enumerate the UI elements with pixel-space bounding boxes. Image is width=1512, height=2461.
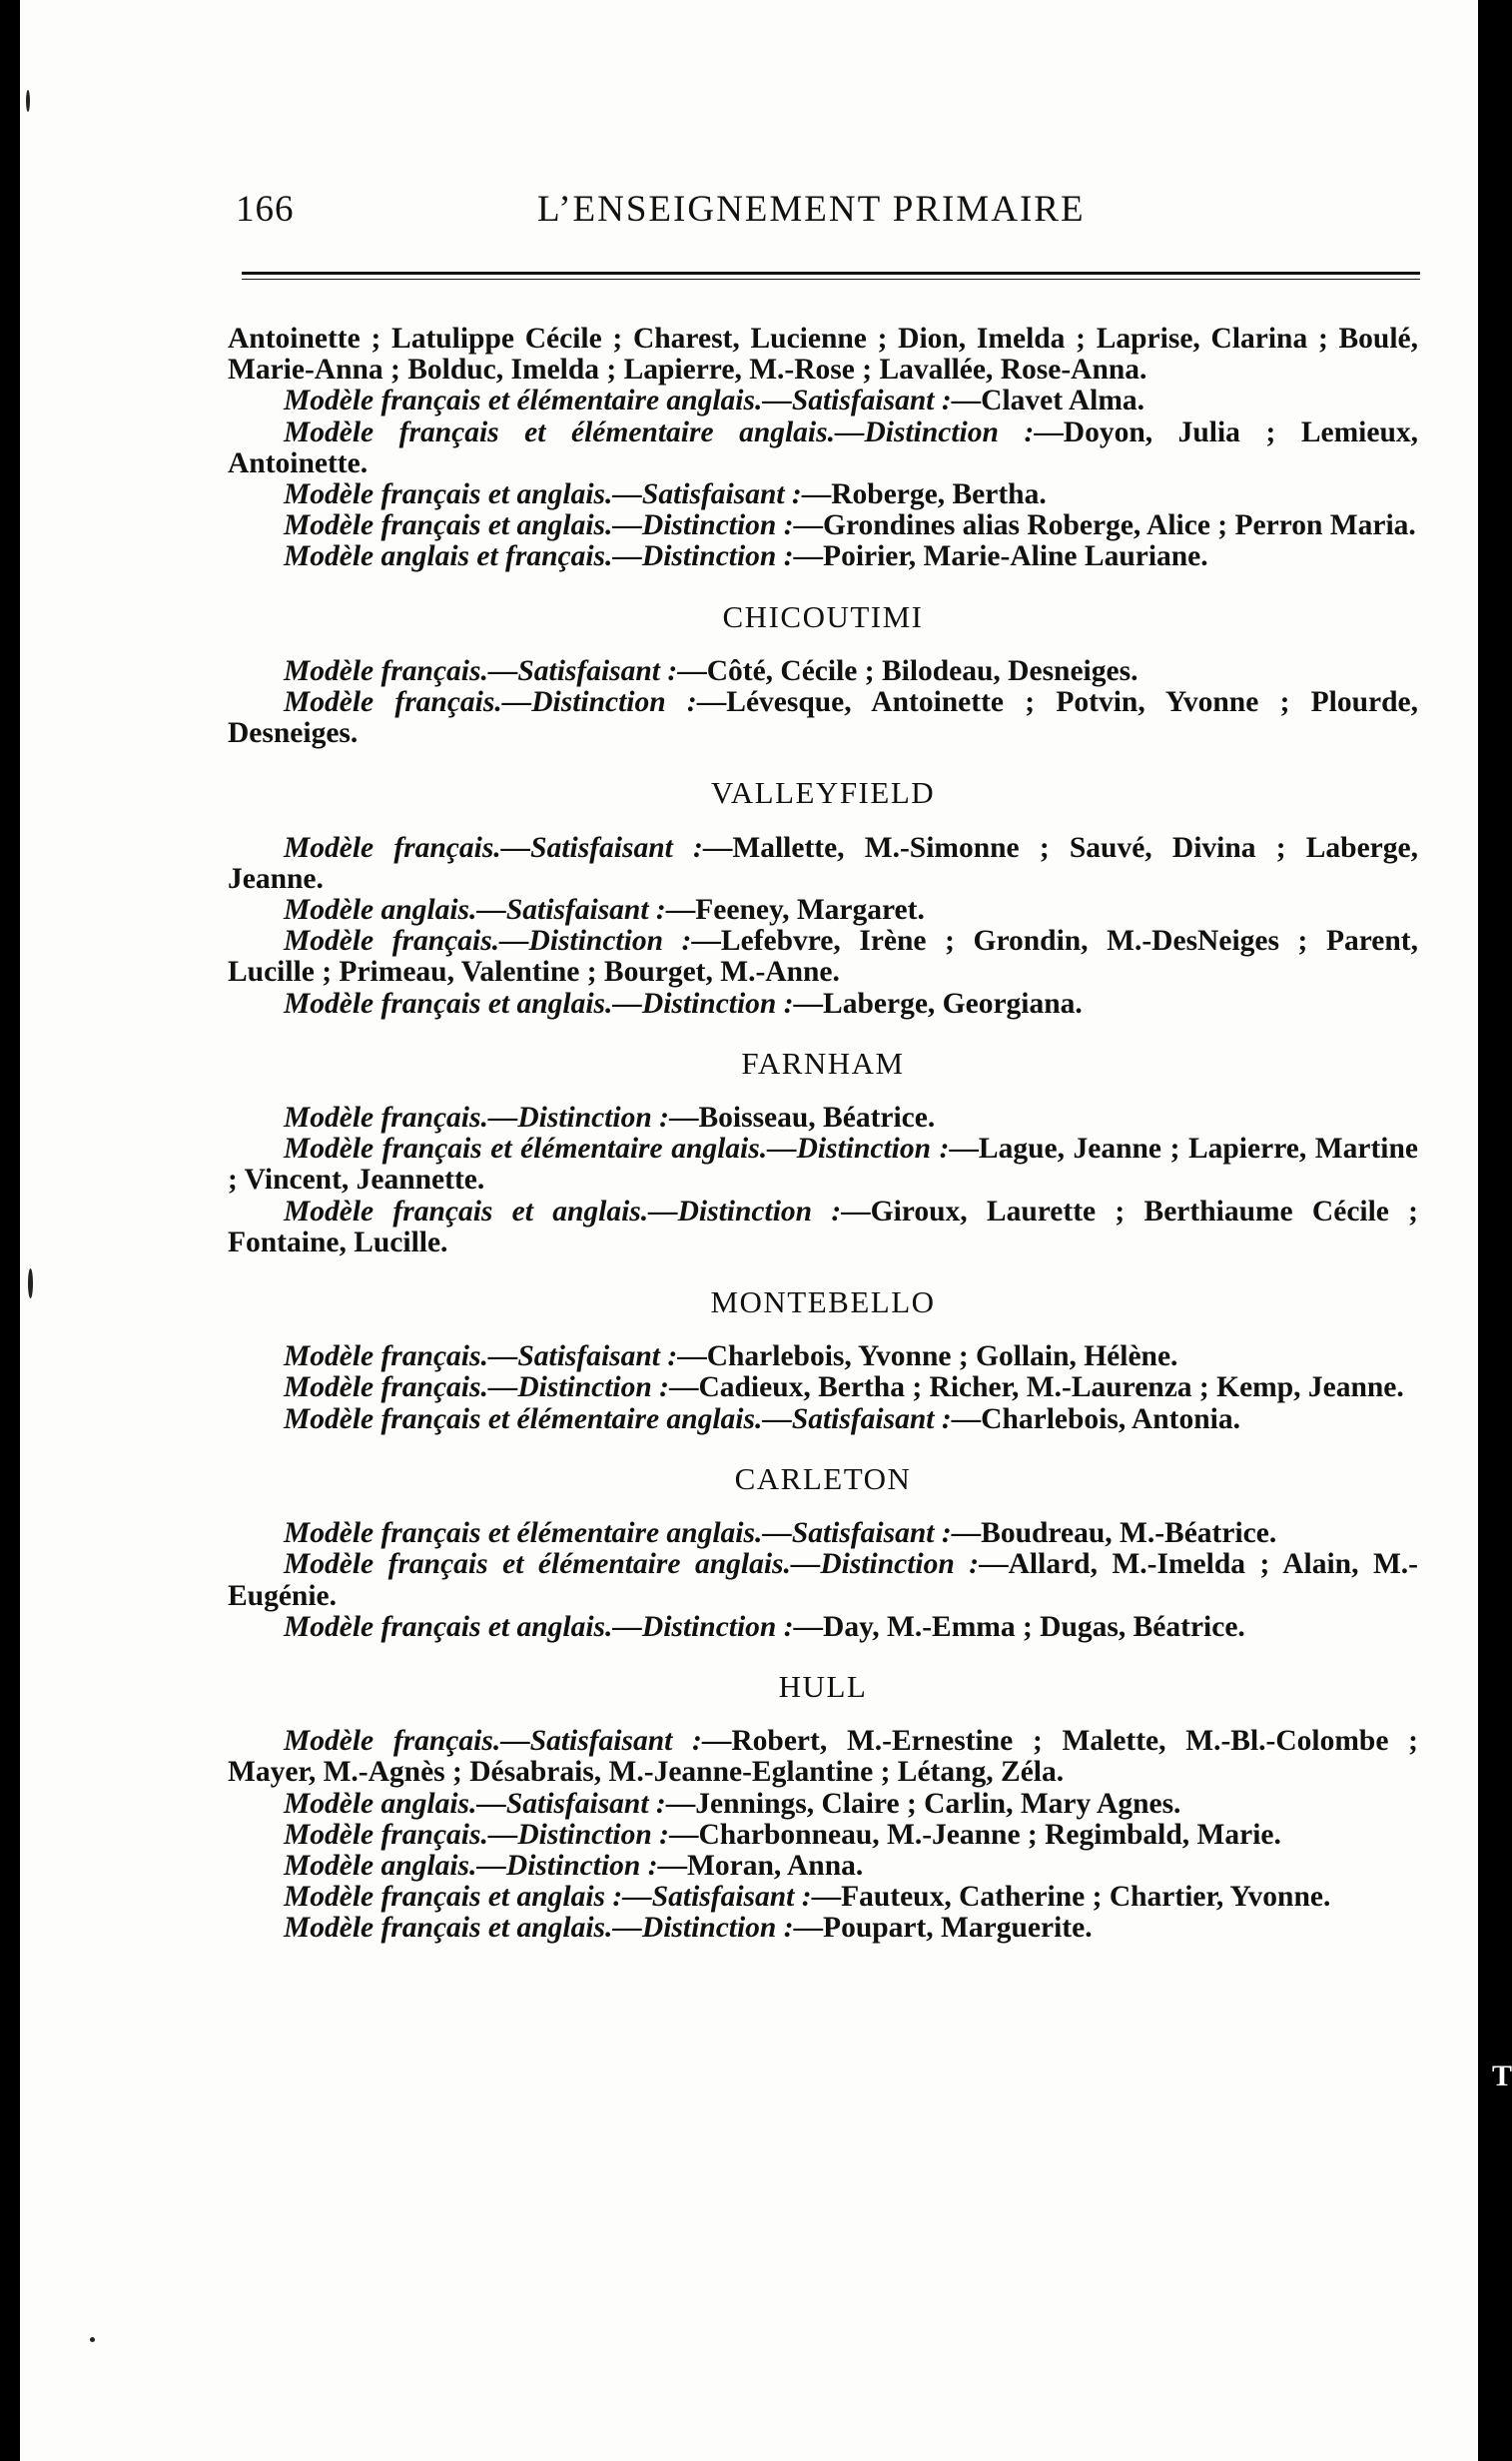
- paragraph: [228, 1134, 1418, 1196]
- entry-label: Modèle français et anglais :—Satisfaisant :: [284, 1881, 812, 1914]
- entry-text: —Roberge, Bertha.: [801, 478, 1047, 511]
- entry-label: Modèle français et élémentaire anglais.—Distinction :: [284, 415, 1035, 448]
- paragraph: [228, 1197, 1418, 1258]
- entry-label: Modèle français et élémentaire anglais.—Distinction :: [284, 1548, 980, 1581]
- entry-text: —Charbonneau, M.-Jeanne ; Regimbald, Marie.: [668, 1818, 1281, 1851]
- paragraph: [228, 1404, 1418, 1435]
- paragraph: [228, 1882, 1418, 1913]
- paragraph: [228, 479, 1418, 510]
- edge-speck: [90, 2337, 95, 2342]
- section-heading: VALLEYFIELD: [710, 775, 936, 811]
- entry-label: Modèle français.—Distinction :: [284, 925, 692, 958]
- paragraph: [228, 1341, 1418, 1372]
- header-rule: [242, 272, 1420, 280]
- entry-label: Modèle français.—Satisfaisant :: [284, 654, 678, 687]
- edge-speck: [28, 1268, 33, 1298]
- paragraph: [228, 386, 1418, 416]
- entry-text: —Mallette, M.-Simonne ; Sauvé, Divina ; Laberge, Jeanne.: [228, 831, 1418, 895]
- paragraph: [228, 926, 1418, 988]
- entry-text: —Charlebois, Yvonne ; Gollain, Hélène.: [677, 1340, 1178, 1373]
- edge-speck: [26, 90, 30, 112]
- entry-label: Modèle anglais.—Satisfaisant :: [284, 1787, 666, 1820]
- page-number: 166: [236, 189, 295, 230]
- paragraph: [228, 324, 1418, 386]
- page-content: [228, 180, 1418, 1945]
- entry-text: —Allard, M.-Imelda ; Alain, M.-Eugénie.: [228, 1548, 1418, 1612]
- paragraph: [228, 1103, 1418, 1134]
- entry-label: Modèle français et anglais.—Distinction :: [284, 509, 794, 542]
- running-title: L’ENSEIGNEMENT PRIMAIRE: [537, 189, 1086, 230]
- entry-label: Modèle français.—Distinction :: [284, 686, 697, 719]
- entry-text: —Lévesque, Antoinette ; Potvin, Yvonne ; Plourde, Desneiges.: [228, 686, 1419, 750]
- entry-text: —Poupart, Marguerite.: [793, 1912, 1093, 1945]
- entry-label: Modèle anglais.—Distinction :: [284, 1849, 658, 1882]
- paragraph: [228, 833, 1418, 895]
- paragraph: [228, 1372, 1418, 1403]
- section-montebello: [228, 1286, 1418, 1435]
- entry-label: Modèle français et élémentaire anglais.—Satisfaisant :: [284, 1402, 952, 1435]
- section-chicoutimi: [228, 598, 1419, 750]
- entry-label: Modèle anglais et français.—Distinction :: [284, 540, 794, 573]
- paragraph: [228, 417, 1418, 479]
- intro-block: [228, 324, 1418, 573]
- paragraph: [228, 1518, 1418, 1549]
- entry-text: —Moran, Anna.: [657, 1849, 864, 1882]
- entry-text: —Robert, M.-Ernestine ; Malette, M.-Bl.-Colombe ; Mayer, M.-Agnès ; Désabrais, M.-Jeanne-Eglantine ; Létang, Zéla.: [228, 1725, 1418, 1789]
- paragraph: [228, 1612, 1418, 1643]
- entry-text: —Clavet Alma.: [951, 385, 1145, 417]
- entry-label: Modèle français et anglais.—Distinction :: [284, 1610, 794, 1643]
- entry-text: —Cadieux, Bertha ; Richer, M.-Laurenza ; Kemp, Jeanne.: [668, 1371, 1404, 1404]
- paragraph: [228, 1913, 1418, 1944]
- entry-text: —Charlebois, Antonia.: [951, 1402, 1240, 1435]
- entry-label: Modèle français et élémentaire anglais.—Satisfaisant :: [284, 385, 952, 417]
- paragraph: [228, 1549, 1418, 1611]
- section-carleton: [228, 1460, 1418, 1643]
- paragraph: [228, 1789, 1418, 1820]
- entry-text: —Feeney, Margaret.: [665, 894, 925, 927]
- section-heading: MONTEBELLO: [710, 1284, 936, 1320]
- margin-mark: T: [1492, 2059, 1512, 2092]
- section-valleyfield: [228, 777, 1418, 1019]
- entry-label: Modèle français et anglais.—Distinction :: [284, 1912, 794, 1945]
- paragraph: [228, 1726, 1418, 1788]
- entry-label: Modèle français.—Distinction :: [284, 1818, 669, 1851]
- section-heading: HULL: [778, 1668, 868, 1704]
- paragraph: [228, 687, 1418, 749]
- paragraph: [228, 541, 1418, 572]
- paragraph: [228, 510, 1418, 541]
- entry-label: Modèle français.—Satisfaisant :: [284, 831, 703, 864]
- entry-text: —Doyon, Julia ; Lemieux, Antoinette.: [228, 415, 1418, 479]
- entry-label: Modèle français.—Distinction :: [284, 1102, 669, 1135]
- entry-text: —Boisseau, Béatrice.: [668, 1102, 936, 1135]
- entry-label: Modèle français et anglais.—Distinction :: [284, 1195, 842, 1228]
- section-heading: CHICOUTIMI: [722, 598, 924, 634]
- body-text: [228, 324, 1418, 1945]
- section-farnham: [228, 1045, 1418, 1258]
- section-heading: FARNHAM: [741, 1045, 905, 1081]
- entry-text: —Laberge, Georgiana.: [793, 987, 1083, 1020]
- entry-text: —Poirier, Marie-Aline Lauriane.: [793, 540, 1208, 573]
- entry-text: —Fauteux, Catherine ; Chartier, Yvonne.: [811, 1881, 1331, 1914]
- entry-text: —Jennings, Claire ; Carlin, Mary Agnes.: [665, 1787, 1181, 1820]
- entry-text: —Day, M.-Emma ; Dugas, Béatrice.: [793, 1610, 1245, 1643]
- entry-text: —Giroux, Laurette ; Berthiaume Cécile ; Fontaine, Lucille.: [228, 1195, 1418, 1258]
- entry-label: Modèle français et élémentaire anglais.—Satisfaisant :: [284, 1517, 952, 1550]
- entry-text: —Côté, Cécile ; Bilodeau, Desneiges.: [677, 654, 1138, 687]
- entry-label: Modèle français.—Satisfaisant :: [284, 1340, 678, 1373]
- entry-label: Modèle anglais.—Satisfaisant :: [284, 894, 666, 927]
- entry-text: —Lague, Jeanne ; Lapierre, Martine ; Vincent, Jeannette.: [228, 1133, 1418, 1197]
- entry-label: Modèle français et élémentaire anglais.—Distinction :: [284, 1133, 950, 1166]
- paragraph: [228, 1820, 1418, 1851]
- entry-text: —Grondines alias Roberge, Alice ; Perron Maria.: [793, 509, 1416, 542]
- paragraph: [228, 1851, 1418, 1882]
- entry-text: Antoinette ; Latulippe Cécile ; Charest, Lucienne ; Dion, Imelda ; Laprise, Clarina ; Boulé, Marie-Anna ; Bolduc, Imelda ; Lapierre, M.-Rose ; Lavallée, Rose-Anna.: [228, 323, 1418, 387]
- entry-text: —Boudreau, M.-Béatrice.: [951, 1517, 1277, 1550]
- paragraph: [228, 656, 1418, 687]
- section-hull: [228, 1668, 1418, 1945]
- paragraph: [228, 989, 1418, 1020]
- entry-label: Modèle français.—Satisfaisant :: [284, 1725, 702, 1758]
- entry-text: —Lefebvre, Irène ; Grondin, M.-DesNeiges ; Parent, Lucille ; Primeau, Valentine ; Bourget, M.-Anne.: [228, 925, 1418, 989]
- paragraph: [228, 895, 1418, 926]
- entry-label: Modèle français.—Distinction :: [284, 1371, 669, 1404]
- entry-label: Modèle français et anglais.—Satisfaisant :: [284, 478, 802, 511]
- entry-label: Modèle français et anglais.—Distinction :: [284, 987, 794, 1020]
- running-head: [228, 180, 1418, 240]
- section-heading: CARLETON: [734, 1460, 912, 1496]
